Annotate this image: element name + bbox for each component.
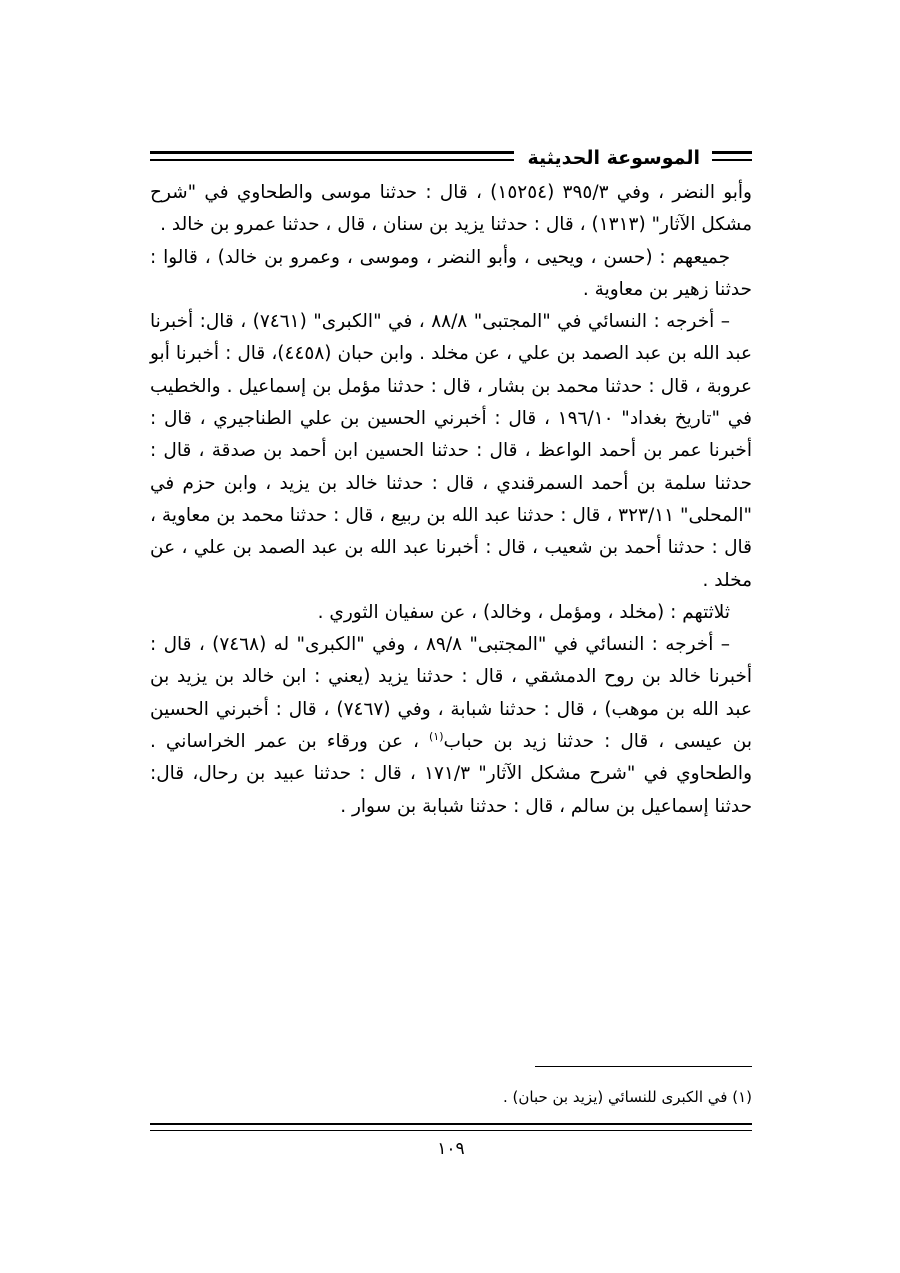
footer-rule bbox=[150, 1123, 752, 1131]
paragraph-5-text-continued: ، عن ورقاء بن عمر الخراساني . والطحاوي في "شرح مشكل الآثار" ١٧١/٣ ، قال : حدثنا عبيد بن رحال، قال: حدثنا إسماعيل بن سالم ، قال : حدثنا شبابة بن سوار . bbox=[150, 731, 752, 817]
document-page bbox=[150, 140, 752, 1180]
paragraph-4: ثلاثتهم : (مخلد ، ومؤمل ، وخالد) ، عن سفيان الثوري . bbox=[317, 601, 730, 623]
header-rule-right bbox=[712, 151, 752, 161]
running-header bbox=[150, 140, 752, 180]
paragraph-2: جميعهم : (حسن ، ويحيى ، وأبو النضر ، وموسى ، وعمرو بن خالد) ، قالوا : حدثنا زهير بن معاوية . bbox=[150, 246, 752, 300]
footnote-separator bbox=[535, 1066, 752, 1067]
paragraph-5 bbox=[150, 629, 752, 823]
paragraph-1: وأبو النضر ، وفي ٣٩٥/٣ (١٥٢٥٤) ، قال : حدثنا موسى والطحاوي في "شرح مشكل الآثار" (١٣١٣) ، قال : حدثنا يزيد بن سنان ، قال ، حدثنا عمرو بن خالد . bbox=[150, 182, 752, 236]
page-number: ١٠٩ bbox=[437, 1139, 465, 1159]
header-title: الموسوعة الحديثية bbox=[527, 147, 700, 169]
header-rule-left bbox=[150, 151, 514, 161]
footnote-reference: (١) bbox=[428, 729, 444, 743]
paragraph-5-text: – أخرجه : النسائي في "المجتبى" ٨٩/٨ ، وفي "الكبرى" له (٧٤٦٨) ، قال : أخبرنا خالد بن روح الدمشقي ، قال : حدثنا يزيد (يعني : ابن خالد بن يزيد بن عبد الله بن موهب) ، قال : حدثنا شبابة ، وفي (٧٤٦٧) ، قال : أخبرني الحسين بن عيسى ، قال : حدثنا زيد بن حباب bbox=[150, 634, 752, 753]
paragraph-3: – أخرجه : النسائي في "المجتبى" ٨٨/٨ ، في "الكبرى" (٧٤٦١) ، قال: أخبرنا عبد الله بن عبد الصمد بن علي ، عن مخلد . وابن حبان (٤٤٥٨)، قال : أخبرنا أبو عروبة ، قال : حدثنا محمد بن بشار ، قال : حدثنا مؤمل بن إسماعيل . والخطيب في "تاريخ بغداد" ١٩٦/١٠ ، قال : أخبرني الحسين بن علي الطناجيري ، قال : أخبرنا عمر بن أحمد الواعظ ، قال : حدثنا الحسين ابن أحمد بن صدقة ، قال : حدثنا سلمة بن أحمد السمرقندي ، قال : حدثنا خالد بن يزيد ، وابن حزم في "المحلى" ٣٢٣/١١ ، قال : حدثنا عبد الله بن ربيع ، قال : حدثنا محمد بن معاوية ، قال : حدثنا أحمد بن شعيب ، قال : أخبرنا عبد الله بن عبد الصمد بن علي ، عن مخلد . bbox=[150, 311, 753, 591]
footnote: (١) في الكبرى للنسائي (يزيد بن حبان) . bbox=[502, 1088, 752, 1106]
main-text bbox=[150, 177, 752, 823]
